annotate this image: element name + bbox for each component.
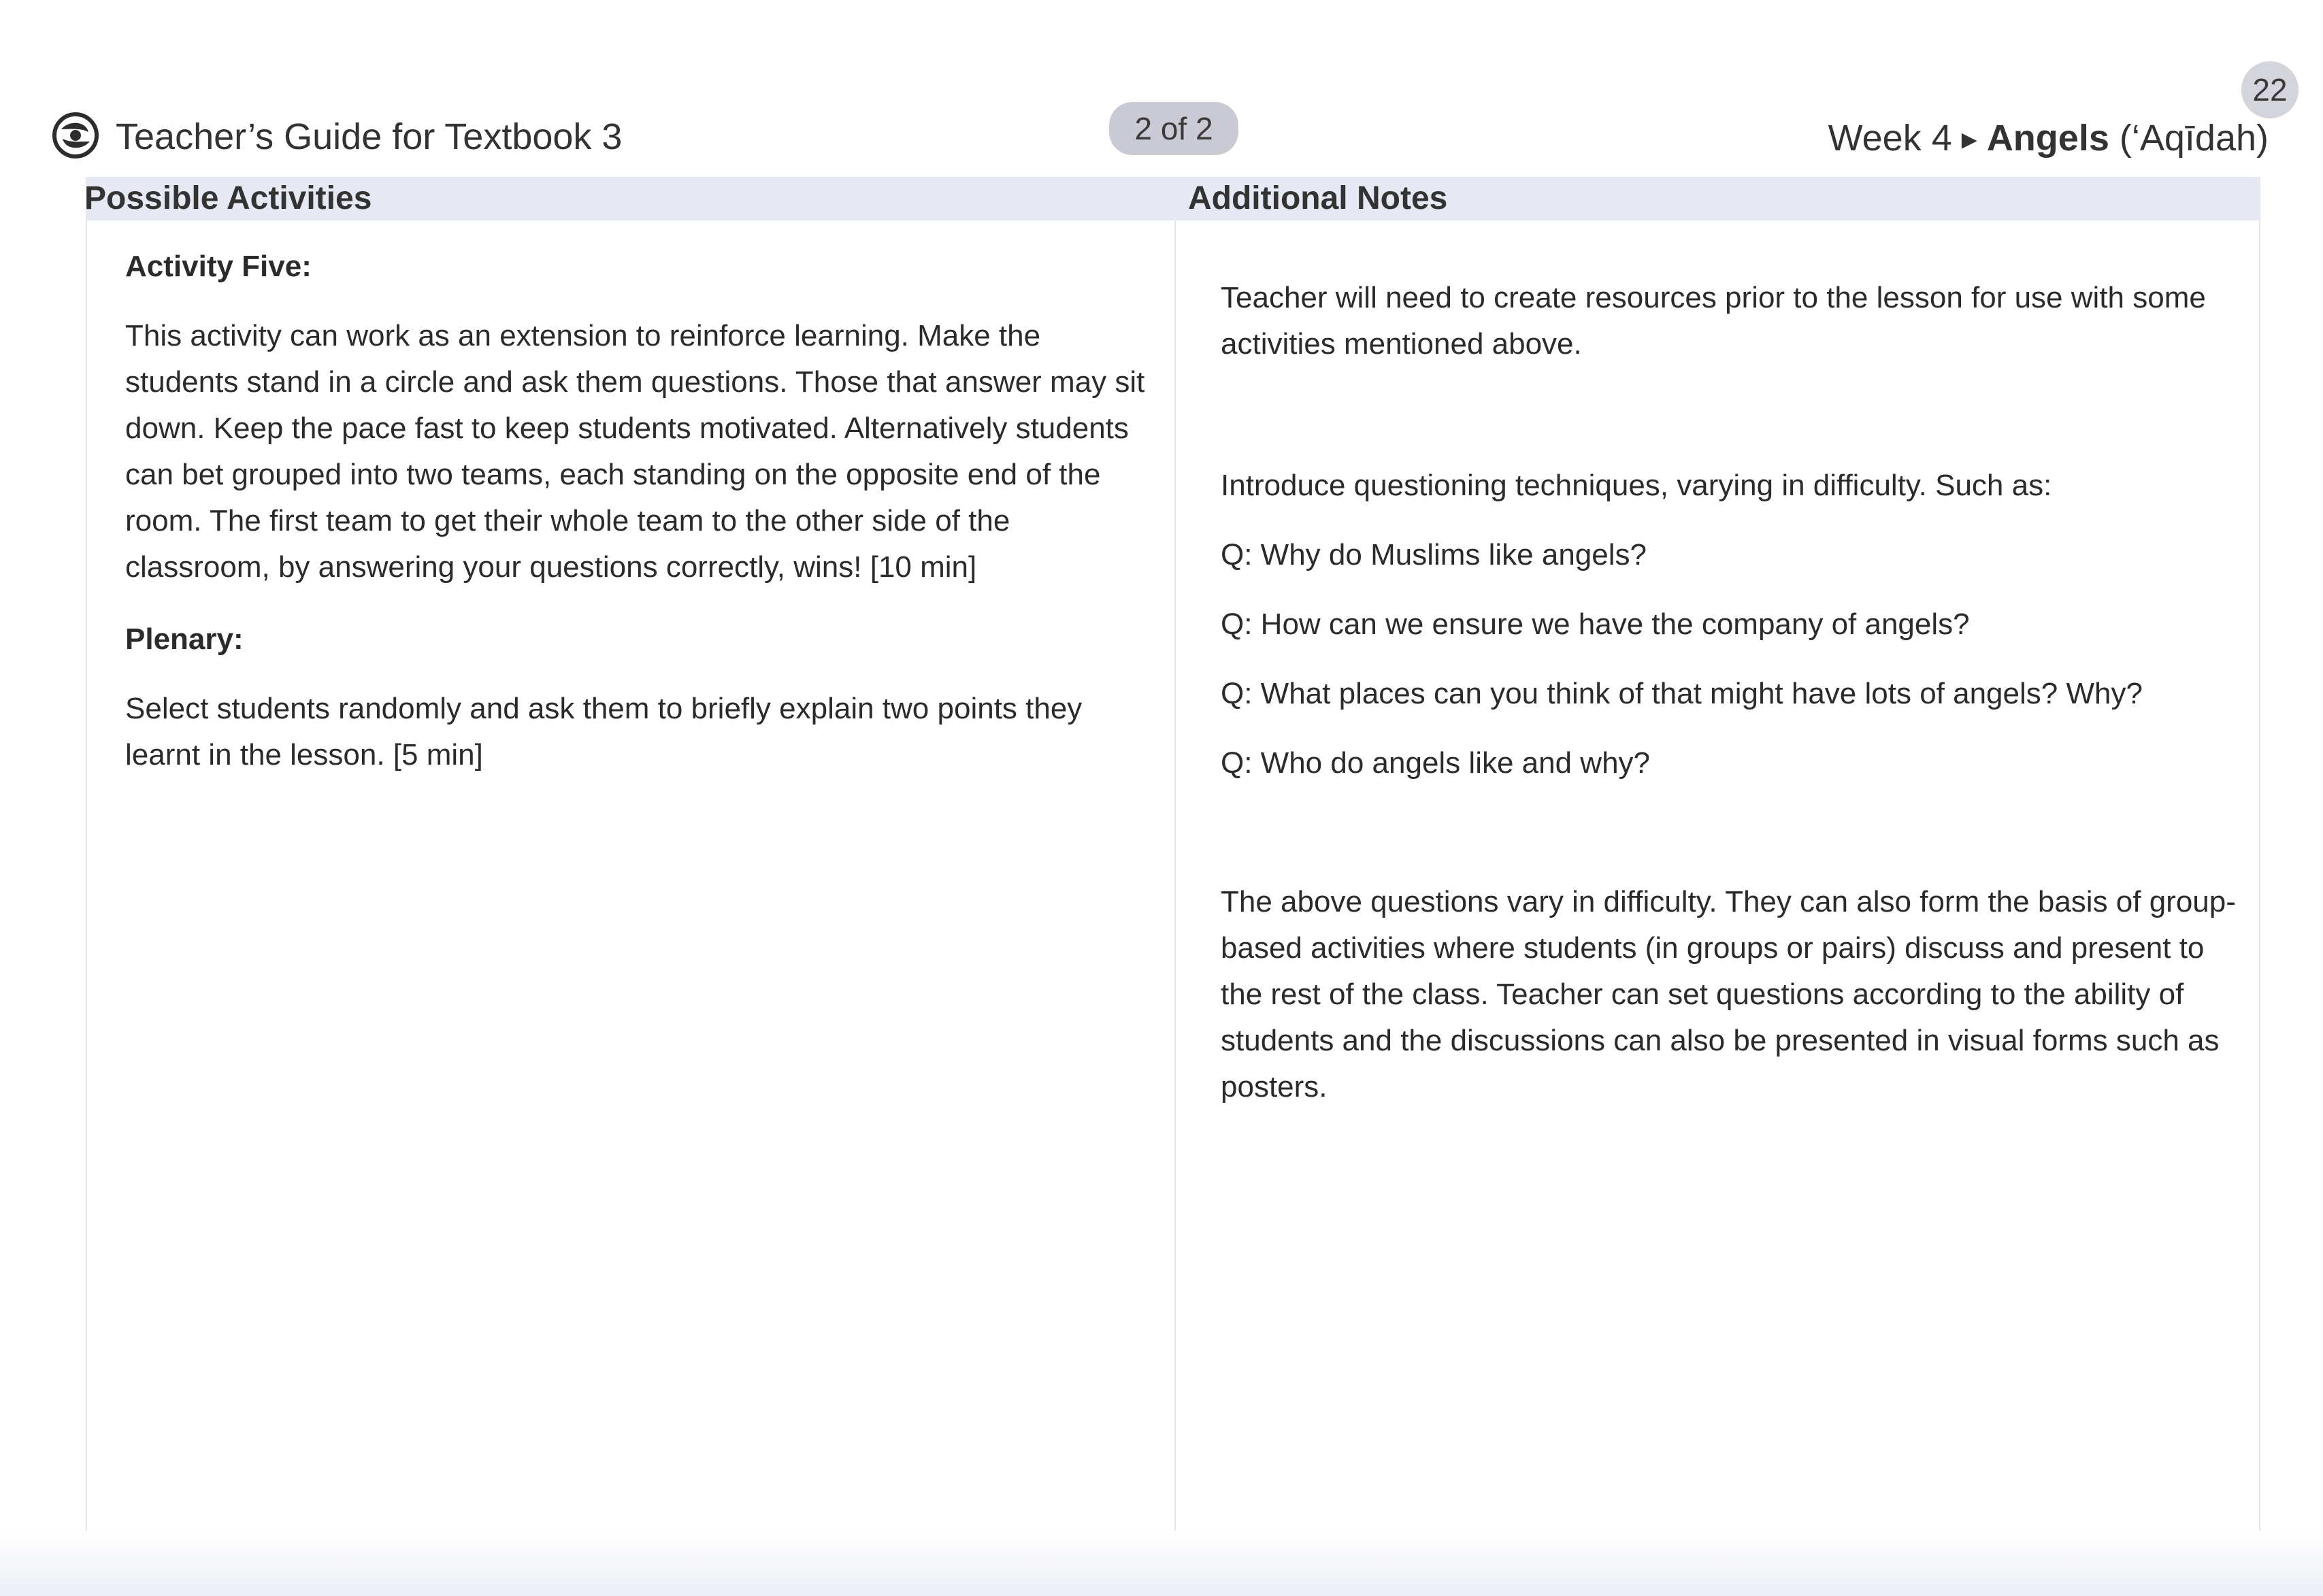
question-item: Q: Who do angels like and why? [1221,746,1651,780]
breadcrumb-week: Week 4 [1828,118,1952,159]
right-frame-line [2259,220,2260,1561]
section-heading-band [86,177,2260,220]
additional-notes-heading: Additional Notes [1188,180,1448,216]
breadcrumb-topic: Angels [1986,118,2109,159]
breadcrumb-subject: (‘Aqīdah) [2119,118,2269,159]
question-item: Q: What places can you think of that might have lots of angels? Why? [1221,677,2143,710]
question-item: Q: How can we ensure we have the company of angels? [1221,608,1970,641]
resources-note: Teacher will need to create resources prior to the lesson for use with some activities mentioned above. [1221,281,2206,361]
breadcrumb [1828,114,2269,164]
swirl-logo-icon [52,112,99,159]
left-frame-line [86,220,87,1561]
questioning-note: Introduce questioning techniques, varying in difficulty. Such as: [1221,469,2052,502]
plenary-heading: Plenary: [125,622,244,656]
possible-activities-heading: Possible Activities [84,180,372,216]
plenary-text: Select students randomly and ask them to briefly explain two points they learnt in the lesson. [5 min] [125,692,1083,771]
activity-five-text: This activity can work as an extension to reinforce learning. Make the students stand in a circle and ask them questions. Those that answer may sit down. Keep the pace fast to keep students motivated. Alternatively students can bet grouped into two teams, each standing on the opposite end of the room. The first team to get their whole team to the other side of the classroom, by answering your questions correctly, wins! [10 min] [125,319,1145,584]
difficulty-note: The above questions vary in difficulty. They can also form the basis of group-based activities where students (in groups or pairs) discuss and present to the rest of the class. Teacher can set questions according to the ability of students and the discussions can also be presented in visual forms such as posters. [1221,885,2236,1103]
guide-title: Teacher’s Guide for Textbook 3 [116,116,623,157]
question-item: Q: Why do Muslims like angels? [1221,538,1647,571]
activity-five-heading: Activity Five: [125,250,312,283]
page-number: 22 [2241,61,2299,118]
possible-activities-column [125,244,1153,778]
page-bottom-edge [0,1531,2323,1596]
column-divider [1174,220,1176,1561]
page-of-badge: 2 of 2 [1109,102,1238,155]
triangle-right-icon: ▶ [1961,129,1977,151]
additional-notes-column [1221,275,2248,1110]
